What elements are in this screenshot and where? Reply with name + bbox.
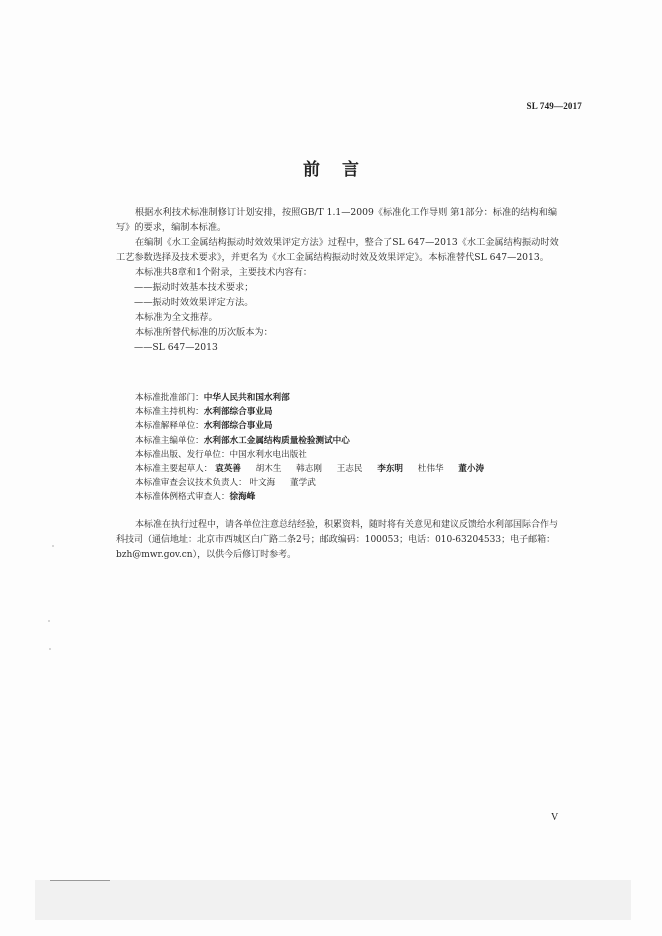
drafter-name: 韩志刚 [296,464,322,475]
list-item-basic-requirements: ——振动时效基本技术要求； [134,282,254,293]
feedback-paragraph: 本标准在执行过程中，请各单位注意总结经验，积累资料，随时将有关意见和建议反馈给水利部国际合作与科技司（通信地址：北京市西城区白广路二条2号；邮政编码：100053；电话：010-63204533；电子邮箱：bzh@mwr.gov.cn），以供今后修订时参考。 [116,520,559,560]
approve-value: 中华人民共和国水利部 [203,393,290,403]
foreword-body [116,205,566,355]
page-number: V [551,812,559,823]
drafter-name: 胡木生 [255,464,282,475]
interpret-row [135,419,575,433]
reviewer-name: 董学武 [290,478,316,489]
responsible-parties [135,391,575,505]
page-title: 前言 [303,160,381,180]
approve-label: 本标准批准部门： [135,393,204,403]
interpret-label: 本标准解释单位： [135,421,204,432]
paragraph-recommended: 本标准为全文推荐。 [135,312,218,323]
scan-bottom-shadow [35,880,631,920]
paragraph-contents-intro: 本标准共8章和1个附录，主要技术内容有： [135,267,313,278]
chief-unit-value: 水利部水工金属结构质量检验测试中心 [203,435,350,446]
chief-unit-row [135,434,575,448]
list-item-previous-edition: ——SL 647—2013 [134,342,218,353]
host-value: 水利部综合事业局 [203,407,273,418]
drafter-name: 李东明 [377,464,404,475]
drafter-name: 袁英善 [215,464,241,475]
approve-row [135,391,575,405]
scan-speck [48,620,50,622]
chief-unit-label: 本标准主编单位： [135,435,204,446]
paragraph-basis: 根据水利技术标准制修订计划安排，按照GB/T 1.1—2009《标准化工作导则 第1部分：标准的结构和编写》的要求，编制本标准。 [116,207,558,233]
scan-speck [52,545,54,547]
interpret-value: 水利部综合事业局 [203,421,273,432]
host-label: 本标准主持机构： [135,407,204,418]
paragraph-previous-editions: 本标准所替代标准的历次版本为： [135,327,273,338]
scan-speck [49,648,51,650]
drafters-label: 本标准主要起草人： [135,464,213,475]
standard-code: SL 749—2017 [526,101,582,111]
publish-value: 中国水利水电出版社 [229,449,307,460]
publish-row [135,448,575,462]
format-label: 本标准体例格式审查人： [135,492,230,503]
drafter-name: 董小涛 [458,464,485,475]
drafter-name: 杜伟华 [417,464,444,475]
drafter-name: 王志民 [336,464,363,475]
host-row [135,405,575,419]
list-item-evaluation-method: ——振动时效效果评定方法。 [134,297,254,308]
scan-edge-line [50,880,110,881]
review-label: 本标准审查会议技术负责人： [135,478,247,489]
reviewer-name: 叶文海 [249,478,276,489]
format-row [135,490,575,504]
format-value: 徐海峰 [229,492,256,503]
review-row [135,476,575,490]
drafters-row [135,462,575,476]
paragraph-integration: 在编制《水工金属结构振动时效效果评定方法》过程中，整合了SL 647—2013《水工金属结构振动时效工艺参数选择及技术要求》，并更名为《水工金属结构振动时效及效果评定》。本标准替代SL 647—2013。 [116,237,559,263]
publish-label: 本标准出版、发行单位： [135,449,230,460]
